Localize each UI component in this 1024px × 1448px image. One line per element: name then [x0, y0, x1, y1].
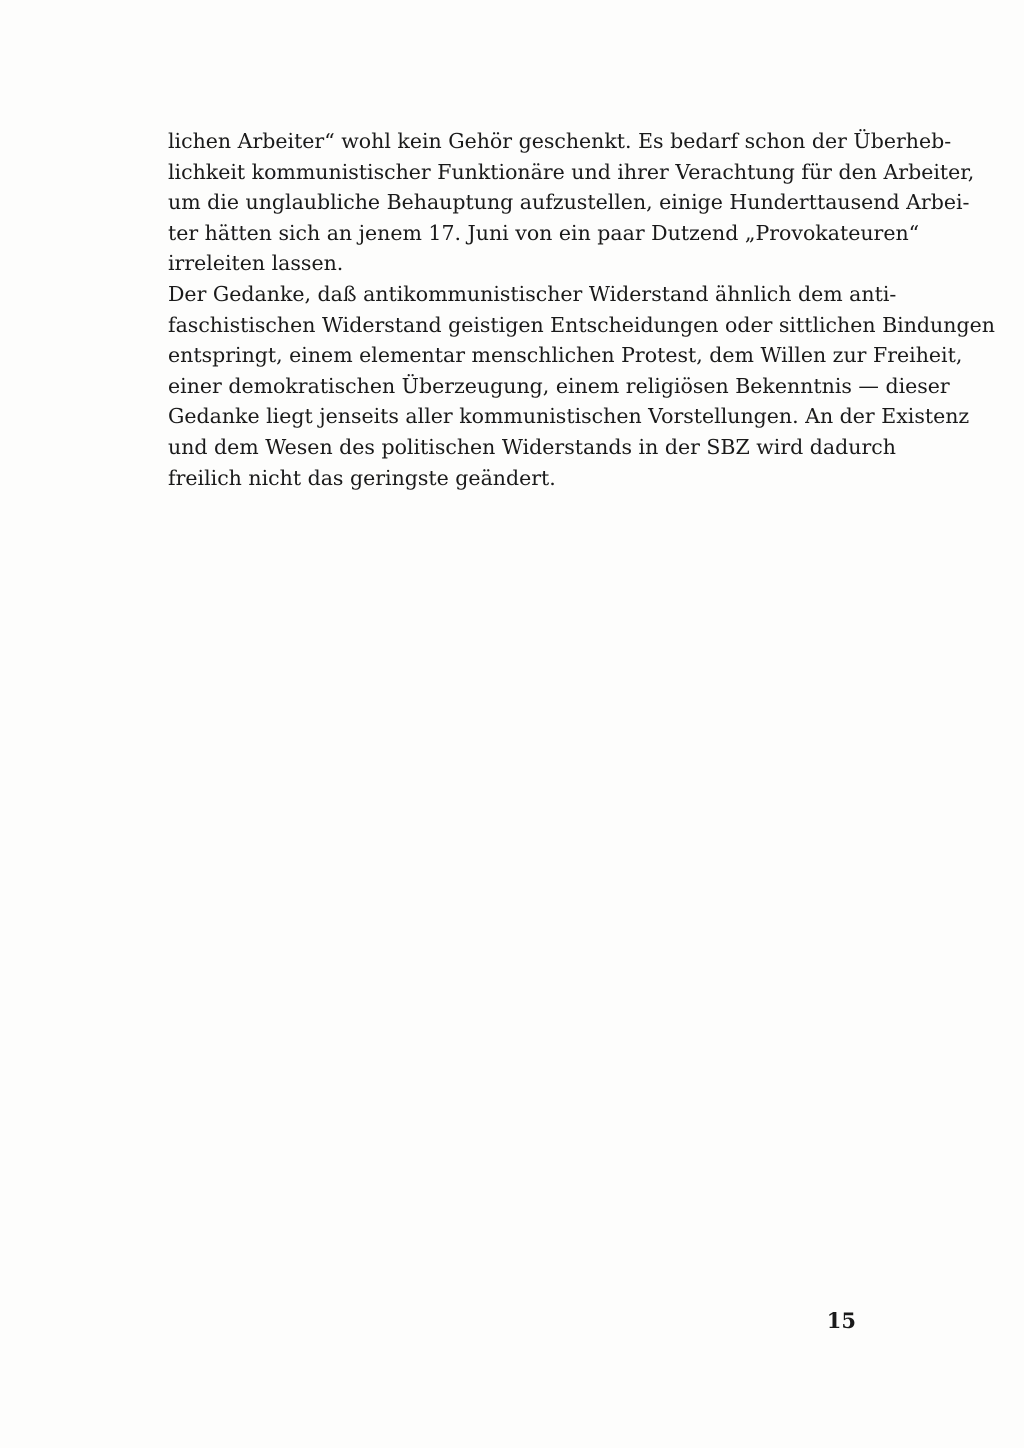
text-line: Gedanke liegt jenseits aller kommunistischen Vorstellungen. An der Existenz [168, 404, 970, 429]
text-line: lichen Arbeiter“ wohl kein Gehör geschenkt. Es bedarf schon der Überheb- [168, 129, 952, 153]
text-line: und dem Wesen des politischen Widerstands in der SBZ wird dadurch [168, 434, 896, 459]
text-line: freilich nicht das geringste geändert. [168, 465, 556, 490]
text-line: ter hätten sich an jenem 17. Juni von ein paar Dutzend „Provokateuren“ [168, 220, 920, 245]
text-line: um die unglaubliche Behauptung aufzustellen, einige Hunderttausend Arbei- [168, 190, 970, 215]
text-line: faschistischen Widerstand geistigen Entscheidungen oder sittlichen Bindungen [168, 312, 995, 337]
text-line: Der Gedanke, daß antikommunistischer Widerstand ähnlich dem anti- [168, 281, 897, 306]
text-line: lichkeit kommunistischer Funktionäre und ihrer Verachtung für den Arbeiter, [168, 159, 975, 184]
paragraph [168, 126, 975, 279]
text-line: irreleiten lassen. [168, 251, 344, 276]
page-number: 15 [826, 1308, 856, 1333]
text-line: entspringt, einem elementar menschlichen Protest, dem Willen zur Freiheit, [168, 343, 963, 368]
body-text [168, 126, 995, 493]
text-line: einer demokratischen Überzeugung, einem religiösen Bekenntnis — dieser [168, 373, 950, 398]
paragraph [168, 279, 995, 493]
